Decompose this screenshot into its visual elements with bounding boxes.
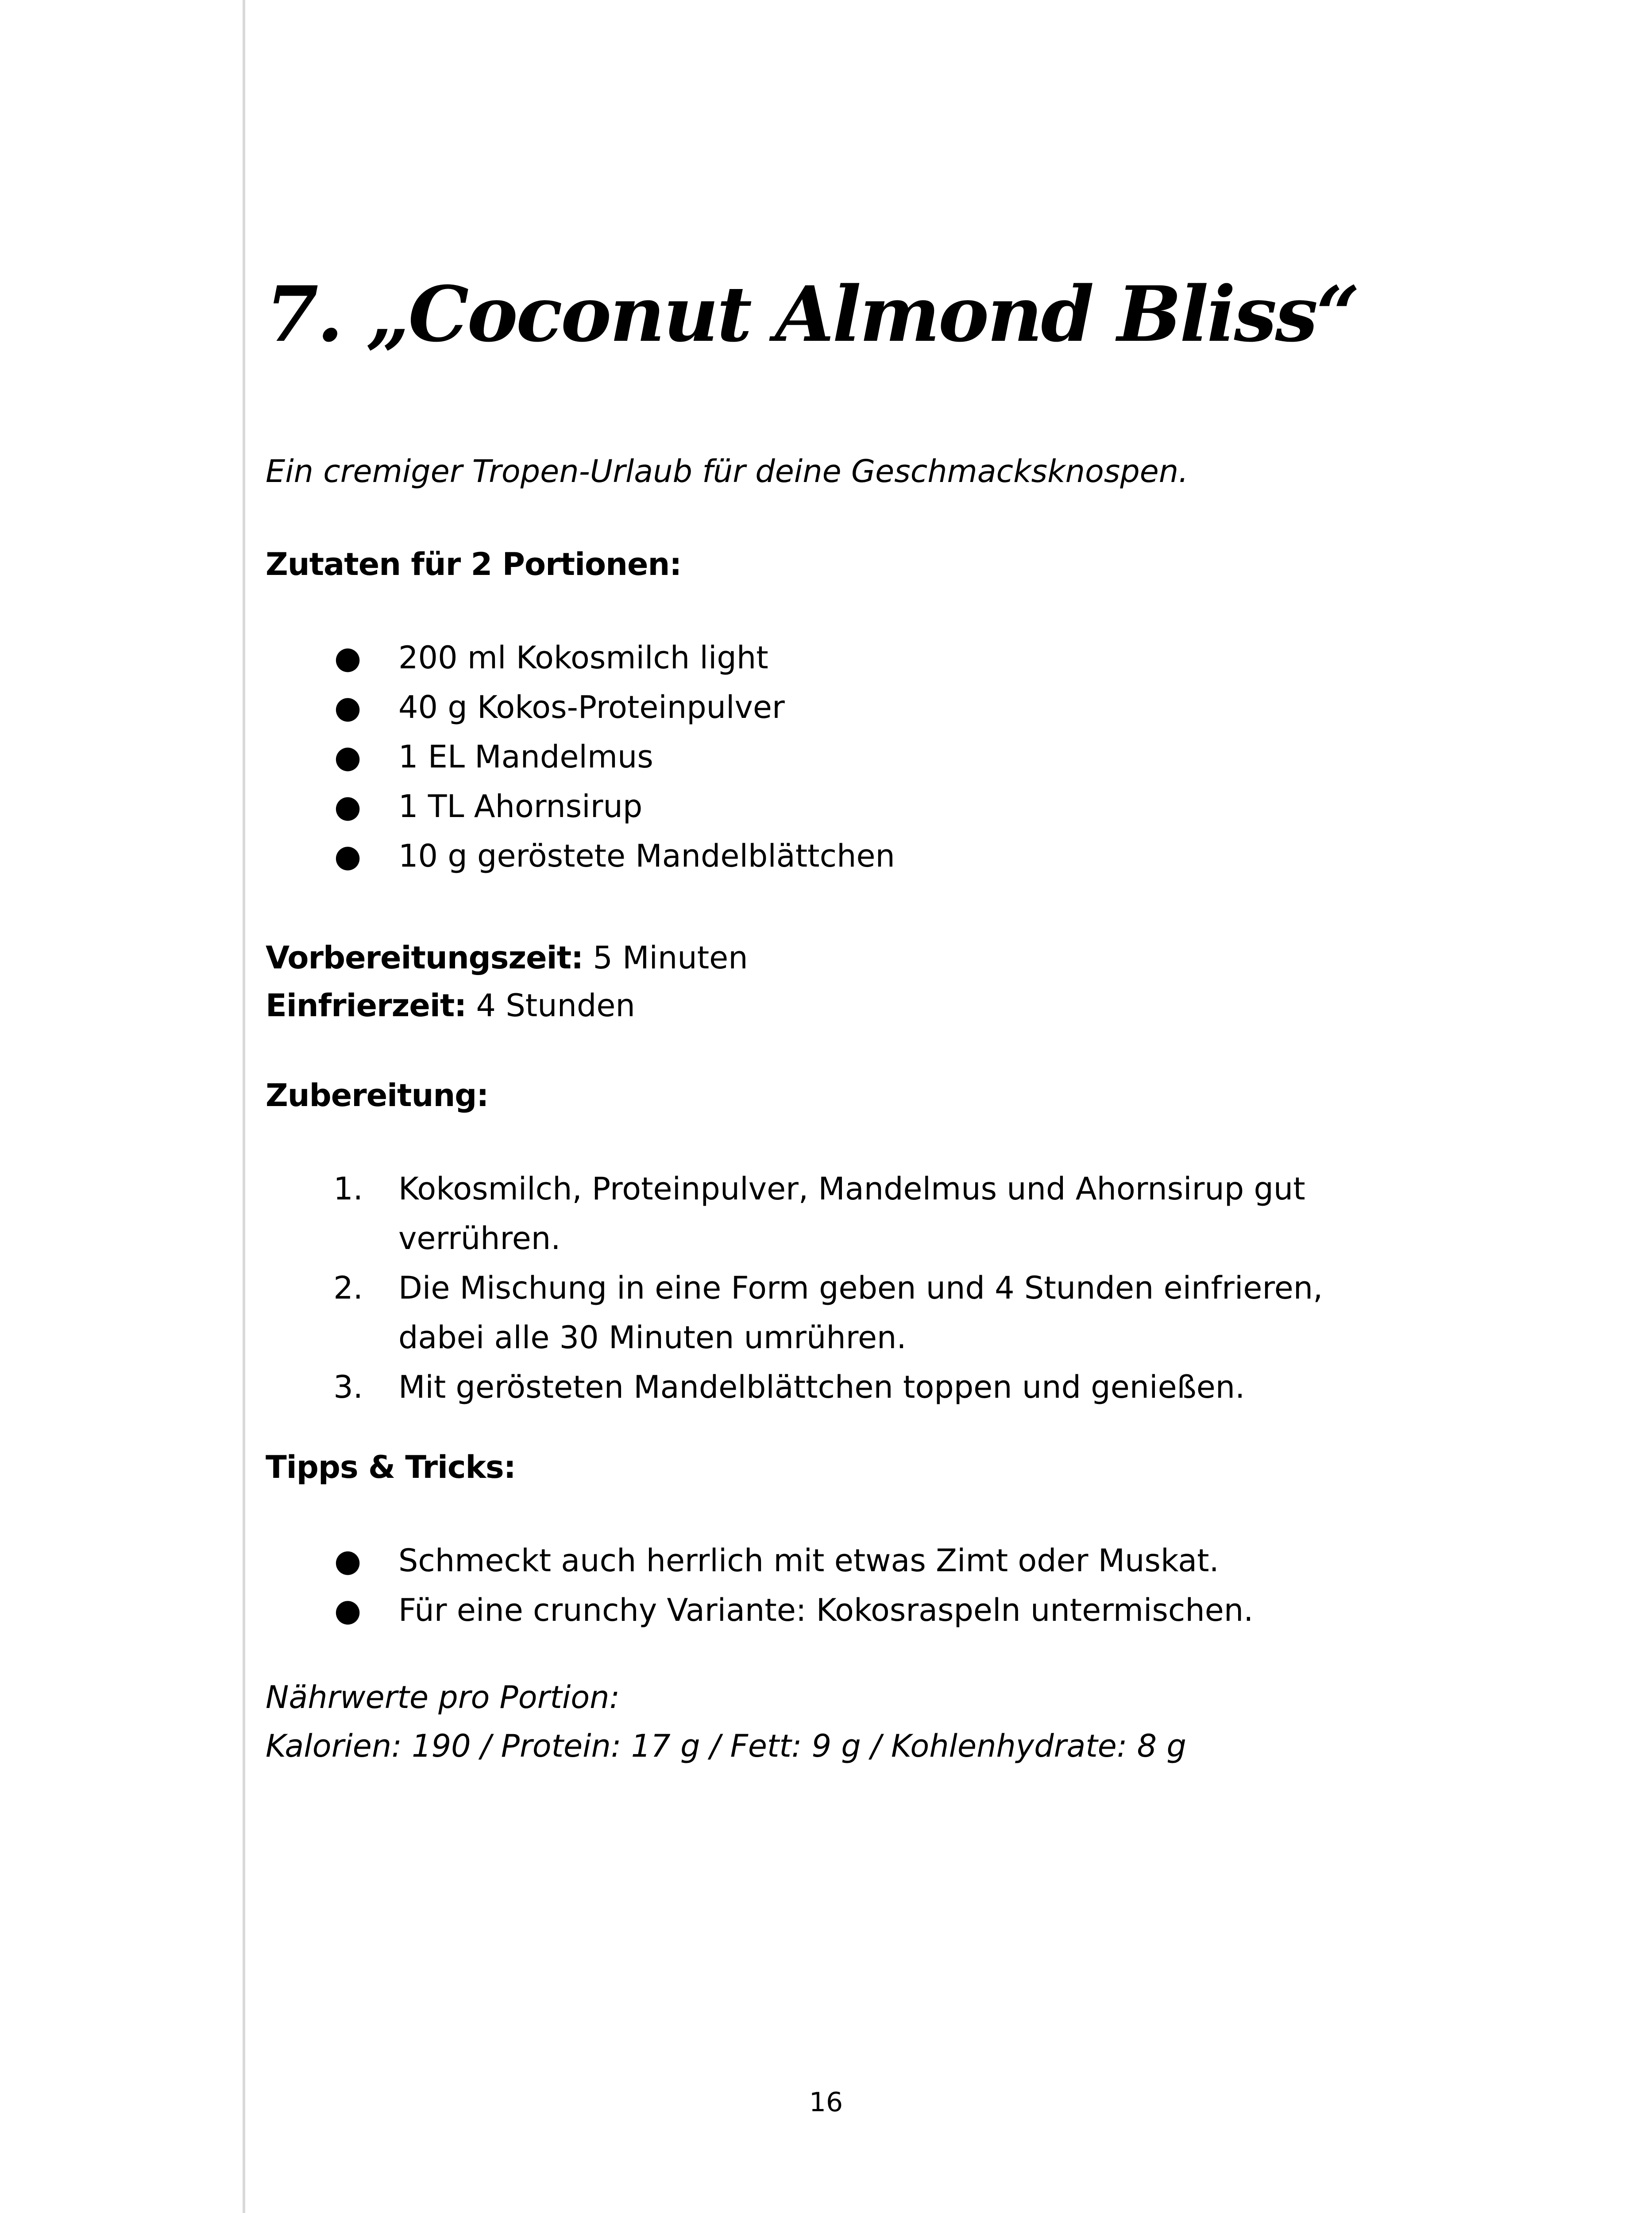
ingredients-list	[266, 633, 895, 881]
step-number: 2.	[333, 1270, 363, 1306]
prep-time-value: 5 Minuten	[593, 940, 748, 976]
freeze-time-label: Einfrierzeit:	[266, 987, 467, 1024]
page-left-border	[243, 0, 245, 2213]
step-item	[266, 1362, 1323, 1412]
recipe-title: 7. „Coconut Almond Bliss“	[266, 269, 1359, 359]
bullet-icon: ●	[334, 838, 362, 874]
step-line: verrühren.	[398, 1220, 561, 1257]
ingredient-item	[266, 782, 895, 831]
step-line: Kokosmilch, Proteinpulver, Mandelmus und Ahornsirup gut	[398, 1171, 1305, 1207]
ingredient-text: 10 g geröstete Mandelblättchen	[398, 838, 895, 874]
step-line: Die Mischung in eine Form geben und 4 Stunden einfrieren,	[398, 1270, 1323, 1306]
ingredient-text: 1 EL Mandelmus	[398, 739, 653, 775]
nutrition-values: Kalorien: 190 / Protein: 17 g / Fett: 9 g / Kohlenhydrate: 8 g	[266, 1728, 1186, 1764]
ingredient-text: 40 g Kokos-Proteinpulver	[398, 689, 785, 725]
ingredient-text: 200 ml Kokosmilch light	[398, 640, 768, 676]
step-item	[266, 1164, 1323, 1263]
freeze-time-row	[266, 982, 748, 1029]
nutrition-heading: Nährwerte pro Portion:	[266, 1679, 620, 1716]
prep-time-row	[266, 934, 748, 982]
ingredients-heading: Zutaten für 2 Portionen:	[266, 546, 682, 582]
ingredient-item	[266, 732, 895, 782]
tips-heading: Tipps & Tricks:	[266, 1449, 516, 1485]
bullet-icon: ●	[334, 1592, 362, 1628]
ingredient-text: 1 TL Ahornsirup	[398, 788, 643, 825]
step-number: 3.	[333, 1369, 363, 1405]
preparation-steps	[266, 1164, 1323, 1412]
step-item	[266, 1263, 1323, 1362]
bullet-icon: ●	[334, 640, 362, 676]
bullet-icon: ●	[334, 1542, 362, 1579]
ingredient-item	[266, 633, 895, 682]
page-number: 16	[809, 2087, 843, 2118]
ingredient-item	[266, 682, 895, 732]
preparation-heading: Zubereitung:	[266, 1077, 489, 1114]
tips-list	[266, 1536, 1253, 1635]
tip-item	[266, 1536, 1253, 1585]
prep-time-label: Vorbereitungszeit:	[266, 940, 583, 976]
tip-text: Schmeckt auch herrlich mit etwas Zimt oder Muskat.	[398, 1542, 1219, 1579]
tip-item	[266, 1585, 1253, 1635]
step-number: 1.	[333, 1171, 363, 1207]
tip-text: Für eine crunchy Variante: Kokosraspeln untermischen.	[398, 1592, 1254, 1628]
step-line: dabei alle 30 Minuten umrühren.	[398, 1319, 907, 1356]
step-line: Mit gerösteten Mandelblättchen toppen und genießen.	[398, 1369, 1245, 1405]
bullet-icon: ●	[334, 689, 362, 725]
bullet-icon: ●	[334, 788, 362, 825]
ingredient-item	[266, 831, 895, 881]
nutrition-info	[266, 1673, 1186, 1770]
freeze-time-value: 4 Stunden	[476, 987, 635, 1024]
bullet-icon: ●	[334, 739, 362, 775]
time-info	[266, 934, 748, 1029]
recipe-subtitle: Ein cremiger Tropen-Urlaub für deine Geschmacksknospen.	[266, 453, 1189, 490]
